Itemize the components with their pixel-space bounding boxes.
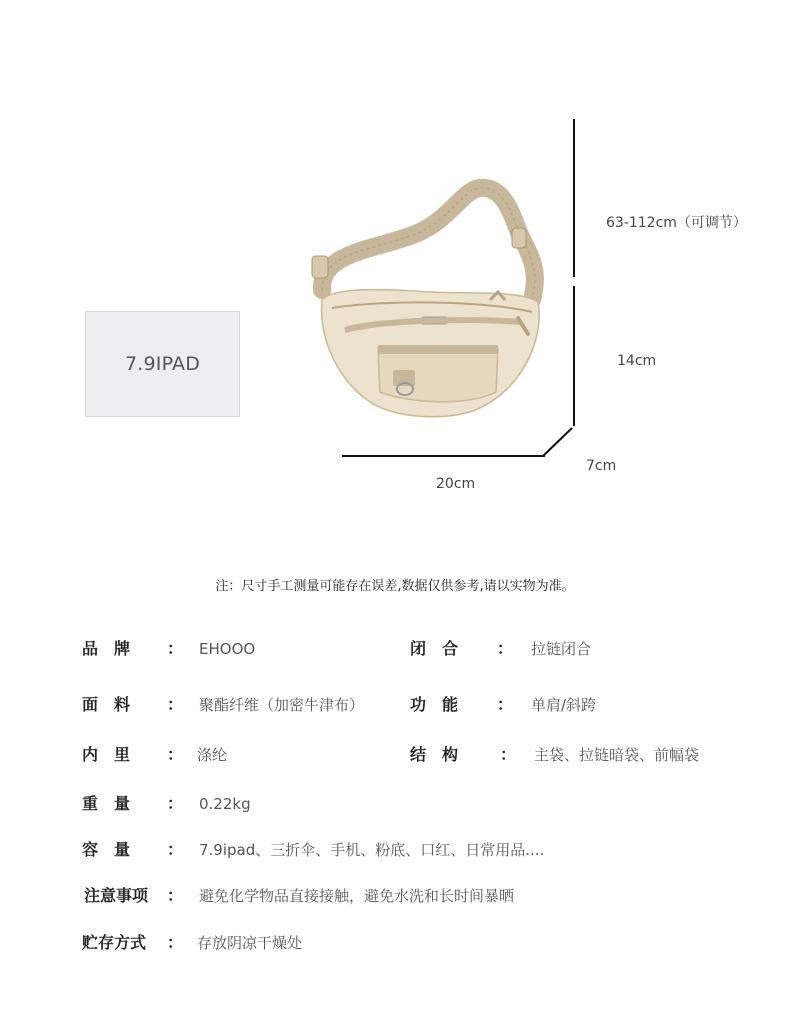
storage-colon: ： xyxy=(167,933,184,952)
care-colon: ： xyxy=(167,886,184,905)
spec-row-care xyxy=(0,884,790,908)
spec-row-capacity xyxy=(0,838,790,862)
material-label: 面 料 xyxy=(82,695,131,714)
weight-label: 重 量 xyxy=(82,794,131,813)
strap-length-label: 63-112cm（可调节） xyxy=(606,215,747,231)
width-label: 20cm xyxy=(436,476,476,492)
closure-colon: ： xyxy=(497,639,514,658)
storage-label: 贮存方式 xyxy=(82,933,147,952)
capacity-value: 7.9ipad、三折伞、手机、粉底、口红、日常用品.... xyxy=(199,841,545,859)
depth-label: 7cm xyxy=(586,458,617,474)
lining-colon: ： xyxy=(167,745,184,764)
brand-label: 品 牌 xyxy=(82,639,131,658)
storage-value: 存放阴凉干燥处 xyxy=(197,934,303,952)
structure-colon: ： xyxy=(500,745,517,764)
material-colon: ： xyxy=(167,695,184,714)
care-value: 避免化学物品直接接触，避免水洗和长时间暴晒 xyxy=(199,887,515,905)
measurement-note: 注：尺寸手工测量可能存在误差,数据仅供参考,请以实物为准。 xyxy=(215,579,575,594)
brand-value: EHOOO xyxy=(199,640,256,658)
care-label: 注意事项 xyxy=(84,886,149,905)
function-colon: ： xyxy=(497,695,514,714)
function-value: 单肩/斜跨 xyxy=(531,696,597,714)
material-value: 聚酯纤维（加密牛津布） xyxy=(199,696,365,714)
capacity-label: 容 量 xyxy=(82,840,131,859)
closure-value: 拉链闭合 xyxy=(531,640,592,658)
weight-value: 0.22kg xyxy=(199,795,251,813)
lining-label: 内 里 xyxy=(82,745,131,764)
height-label: 14cm xyxy=(617,353,657,369)
spec-row-brand-closure xyxy=(0,637,790,661)
lining-value: 涤纶 xyxy=(197,746,228,764)
spec-row-storage xyxy=(0,931,790,955)
brand-colon: ： xyxy=(167,639,184,658)
structure-label: 结 构 xyxy=(410,745,459,764)
function-label: 功 能 xyxy=(410,695,459,714)
spec-row-weight xyxy=(0,792,790,816)
capacity-colon: ： xyxy=(167,840,184,859)
spec-row-lining-structure xyxy=(0,743,790,767)
structure-value: 主袋、拉链暗袋、前幅袋 xyxy=(534,746,700,764)
weight-colon: ： xyxy=(167,794,184,813)
spec-row-material-function xyxy=(0,693,790,717)
closure-label: 闭 合 xyxy=(410,639,459,658)
ipad-label: 7.9IPAD xyxy=(124,353,201,375)
